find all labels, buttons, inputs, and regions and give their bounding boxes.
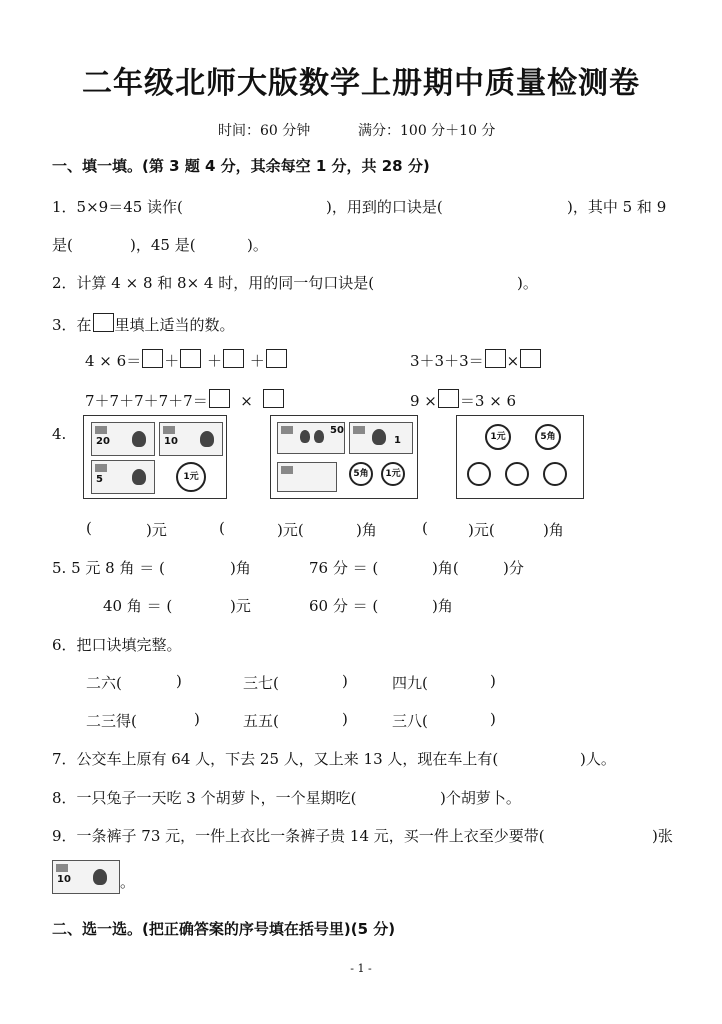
q3-row2-left bbox=[85, 389, 285, 411]
q7-text-a: 7．公交车上原有 64 人，下去 25 人，又上来 13 人，现在车上有( bbox=[52, 750, 499, 768]
q3-expr-2: 3＋3＋3＝ bbox=[410, 352, 484, 370]
times-sign: × bbox=[240, 392, 253, 410]
q9-text-c: 。 bbox=[120, 873, 136, 891]
answer-box[interactable] bbox=[209, 389, 230, 408]
note-value: 10 bbox=[164, 436, 178, 447]
q3-expr-4: 9 × bbox=[410, 392, 437, 410]
q9-text-b: )张 bbox=[652, 827, 673, 845]
q3-row1-left bbox=[85, 349, 288, 371]
q6-item-1: 二六( bbox=[86, 674, 122, 692]
times-sign: × bbox=[506, 352, 520, 370]
answer-box[interactable] bbox=[438, 389, 459, 408]
coin-5-jiao: 5角 bbox=[535, 424, 561, 450]
plus-sign: ＋ bbox=[164, 352, 180, 370]
q6-item-5: 五五( bbox=[243, 712, 279, 730]
q5-l1-d: )角( bbox=[432, 559, 459, 577]
q4-answer-3a: ( bbox=[422, 519, 428, 537]
q3-intro bbox=[52, 313, 235, 335]
note-value: 5 bbox=[96, 474, 103, 485]
coin bbox=[505, 462, 529, 486]
q4-answer-2c: )角 bbox=[356, 521, 377, 539]
banknote-10-yuan bbox=[52, 860, 120, 894]
q6-item-2: 三七( bbox=[243, 674, 279, 692]
banknote-50-yuan bbox=[277, 422, 345, 454]
banknote-1-yuan bbox=[349, 422, 413, 454]
coin-1-yuan: 1元 bbox=[381, 462, 405, 486]
answer-box-sample bbox=[93, 313, 114, 332]
page-number: - 1 - bbox=[350, 962, 372, 975]
q5-l2-b: )元 bbox=[230, 597, 251, 615]
note-value: 10 bbox=[57, 874, 71, 885]
q4-answer-3b: )元( bbox=[468, 521, 495, 539]
note-value: 1 bbox=[394, 435, 401, 446]
q3-expr-4-end: ＝3 × 6 bbox=[459, 392, 517, 410]
coin bbox=[467, 462, 491, 486]
q1-text-a: 1．5×9＝45 读作( bbox=[52, 198, 183, 216]
q4-answer-1a: ( bbox=[86, 519, 92, 537]
q1-text-b: )，用到的口诀是( bbox=[326, 198, 443, 216]
answer-box[interactable] bbox=[266, 349, 287, 368]
q6-label: 6．把口诀填完整。 bbox=[52, 636, 182, 654]
answer-box[interactable] bbox=[142, 349, 163, 368]
time-info: 时间：60 分钟 bbox=[218, 123, 311, 139]
answer-box[interactable] bbox=[223, 349, 244, 368]
q8-text-a: 8．一只兔子一天吃 3 个胡萝卜，一个星期吃( bbox=[52, 789, 357, 807]
coin bbox=[543, 462, 567, 486]
q1-text-f: )。 bbox=[247, 236, 268, 254]
q6-close: ) bbox=[490, 710, 496, 728]
answer-box[interactable] bbox=[520, 349, 541, 368]
q4-answer-2a: ( bbox=[219, 519, 225, 537]
q1-text-e: )，45 是( bbox=[130, 236, 196, 254]
note-value: 20 bbox=[96, 436, 110, 447]
banknote-10-yuan bbox=[159, 422, 223, 456]
q6-close: ) bbox=[194, 710, 200, 728]
page-title: 二年级北师大版数学上册期中质量检测卷 bbox=[82, 66, 640, 101]
q5-l1-c: 76 分 ＝ ( bbox=[309, 559, 379, 577]
q3-text-b: 里填上适当的数。 bbox=[114, 316, 235, 334]
coin-1-yuan: 1元 bbox=[176, 462, 206, 492]
plus-sign: ＋ bbox=[207, 352, 223, 370]
q5-l1-b: )角 bbox=[230, 559, 251, 577]
banknote-20-yuan bbox=[91, 422, 155, 456]
answer-box[interactable] bbox=[180, 349, 201, 368]
q3-expr-3: 7＋7＋7＋7＋7＝ bbox=[85, 392, 208, 410]
score-info: 满分：100 分＋10 分 bbox=[358, 123, 496, 139]
q8-text-b: )个胡萝卜。 bbox=[440, 789, 521, 807]
section-1-heading: 一、填一填。(第 3 题 4 分，其余每空 1 分，共 28 分) bbox=[52, 157, 430, 175]
q4-answer-1b: )元 bbox=[146, 521, 167, 539]
coin-1-yuan: 1元 bbox=[485, 424, 511, 450]
q1-text-d: 是( bbox=[52, 236, 73, 254]
q5-l2-a: 40 角 ＝ ( bbox=[103, 597, 173, 615]
q3-row1-right bbox=[410, 349, 542, 371]
q3-text-a: 3．在 bbox=[52, 316, 92, 334]
q6-close: ) bbox=[490, 672, 496, 690]
q4-answer-2b: )元( bbox=[277, 521, 304, 539]
q9-text-a: 9．一条裤子 73 元，一件上衣比一条裤子贵 14 元，买一件上衣至少要带( bbox=[52, 827, 545, 845]
note-value: 50 bbox=[330, 425, 344, 436]
q1-text-c: )，其中 5 和 9 bbox=[567, 198, 667, 216]
money-picture-3 bbox=[456, 415, 584, 499]
q4-answer-3c: )角 bbox=[543, 521, 564, 539]
q2-text-b: )。 bbox=[517, 274, 538, 292]
coin-5-jiao: 5角 bbox=[349, 462, 373, 486]
answer-box[interactable] bbox=[485, 349, 506, 368]
q2-text-a: 2．计算 4 × 8 和 8× 4 时，用的同一句口诀是( bbox=[52, 274, 375, 292]
money-picture-1 bbox=[83, 415, 227, 499]
q6-item-4: 二三得( bbox=[86, 712, 137, 730]
q5-l1-a: 5. 5 元 8 角 ＝ ( bbox=[52, 559, 165, 577]
q6-close: ) bbox=[342, 672, 348, 690]
q5-l2-c: 60 分 ＝ ( bbox=[309, 597, 379, 615]
q7-text-b: )人。 bbox=[580, 750, 616, 768]
q4-label: 4. bbox=[52, 425, 67, 443]
plus-sign: ＋ bbox=[249, 352, 265, 370]
q6-item-3: 四九( bbox=[392, 674, 428, 692]
q5-l2-d: )角 bbox=[432, 597, 453, 615]
banknote-5-jiao bbox=[277, 462, 337, 492]
q6-close: ) bbox=[176, 672, 182, 690]
banknote-5-yuan bbox=[91, 460, 155, 494]
q3-row2-right bbox=[410, 389, 516, 411]
money-picture-2 bbox=[270, 415, 418, 499]
q6-close: ) bbox=[342, 710, 348, 728]
answer-box[interactable] bbox=[263, 389, 284, 408]
q6-item-6: 三八( bbox=[392, 712, 428, 730]
q3-expr-1: 4 × 6＝ bbox=[85, 352, 142, 370]
q5-l1-e: )分 bbox=[503, 559, 524, 577]
section-2-heading: 二、选一选。(把正确答案的序号填在括号里)(5 分) bbox=[52, 920, 396, 938]
